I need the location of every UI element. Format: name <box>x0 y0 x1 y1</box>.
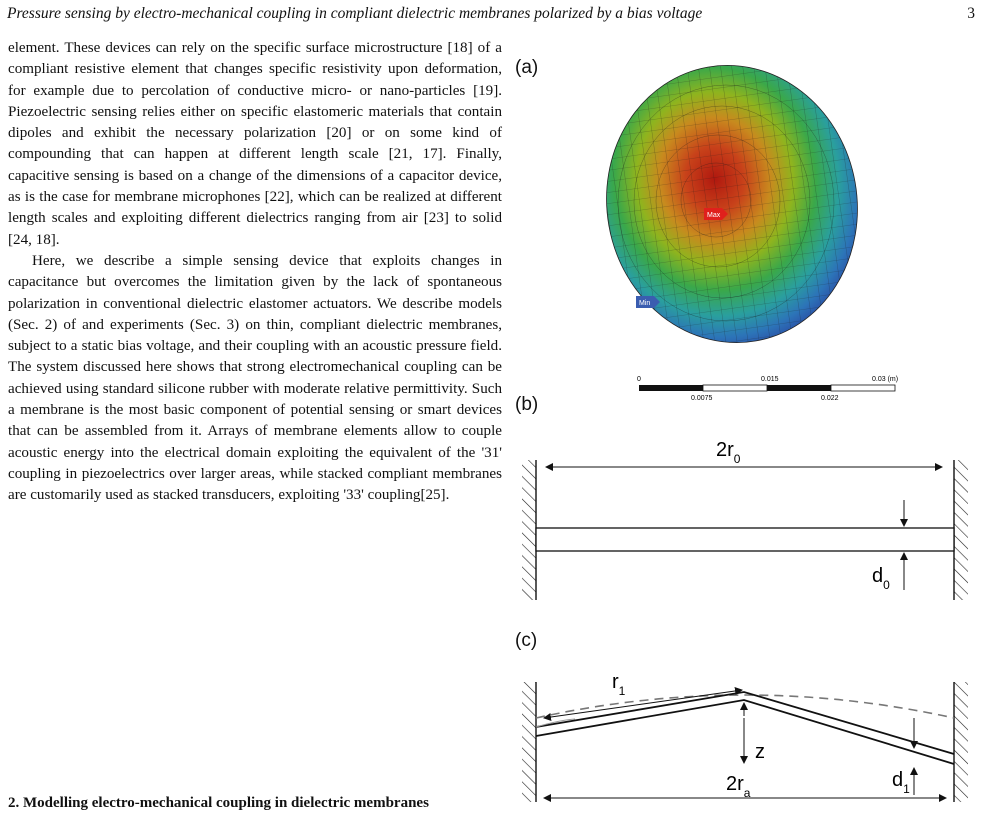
deflected-membrane-diagram <box>522 671 968 802</box>
min-marker-label: Min <box>639 300 651 307</box>
scale-tick-2: 0.03 (m) <box>872 376 899 383</box>
width-label-c: $2r_a$ <box>726 773 751 800</box>
section-heading: 2. Modelling electro-mechanical coupling in dielectric membranes <box>8 795 429 811</box>
max-marker-label: Max <box>707 212 721 219</box>
panel-c-label: (c) <box>515 630 538 651</box>
running-title: Pressure sensing by electro-mechanical coupling in compliant dielectric membranes polarized by a bias voltage <box>7 5 703 22</box>
page-number: 3 <box>967 5 975 22</box>
scale-tick-4: 0.022 <box>821 395 839 402</box>
width-label-b: $2r_0$ <box>716 439 741 466</box>
radius-arrow <box>544 690 742 718</box>
undeflected-profile <box>536 695 954 718</box>
panel-b-label: (b) <box>515 394 539 415</box>
thickness-label-c: $d_1$ <box>892 769 910 796</box>
deflection-label: z <box>755 741 765 763</box>
deflected-membrane-bottom <box>536 700 954 764</box>
scale-tick-3: 0.0075 <box>691 395 713 402</box>
scale-tick-1: 0.015 <box>761 376 779 383</box>
scale-tick-0: 0 <box>637 376 641 383</box>
radius-label: $r_1$ <box>612 671 626 698</box>
paragraph-1: element. These devices can rely on the specific surface microstructure [18] of a compliant resistive element that changes specific resistivity upon deformation, for example due to percolation of conductive micro- or nano-particles [19]. Piezoelectric sensing relies either on specific elastomeric materials that contain dipoles and exhibit the necessary polarization [20] or on some kind of compounding that can happen at different length scale [21, 17]. Finally, capacitive sensing is based on a change of the dimensions of a capacitor device, as is the case for membrane microphones [22], which can be realized at different length scales and exploiting different dielectrics ranging from air [23] to solid [24, 18]. <box>8 40 502 248</box>
panel-a-label: (a) <box>515 57 539 78</box>
scale-bar <box>637 376 898 402</box>
thickness-label-b: $d_0$ <box>872 565 890 592</box>
flat-membrane-diagram <box>522 439 968 600</box>
paragraph-2: Here, we describe a simple sensing device that exploits changes in capacitance but overcomes the limitation given by the lack of spontaneous polarization in conventional dielectric elastomer actuators. We describe models (Sec. 2) of and experiments (Sec. 3) on thin, compliant dielectric membranes, subject to a static bias voltage, and their coupling with an acoustic pressure field. The system discussed here shows that strong electromechanical coupling can be achieved using standard silicone rubber with moderate relative permittivity. Such a membrane is the most basic component of potential sensing or smart devices that can be assembled from it. Arrays of membrane elements allow to couple acoustic energy into the electrical domain exploiting the equivalent of the '31' coupling in piezoelectrics over larger areas, while stacked compliant membranes are customarily used as stacked transducers, exploiting '33' coupling[25]. <box>8 252 502 504</box>
fea-disc-plot <box>585 45 879 362</box>
flat-membrane <box>536 528 954 551</box>
